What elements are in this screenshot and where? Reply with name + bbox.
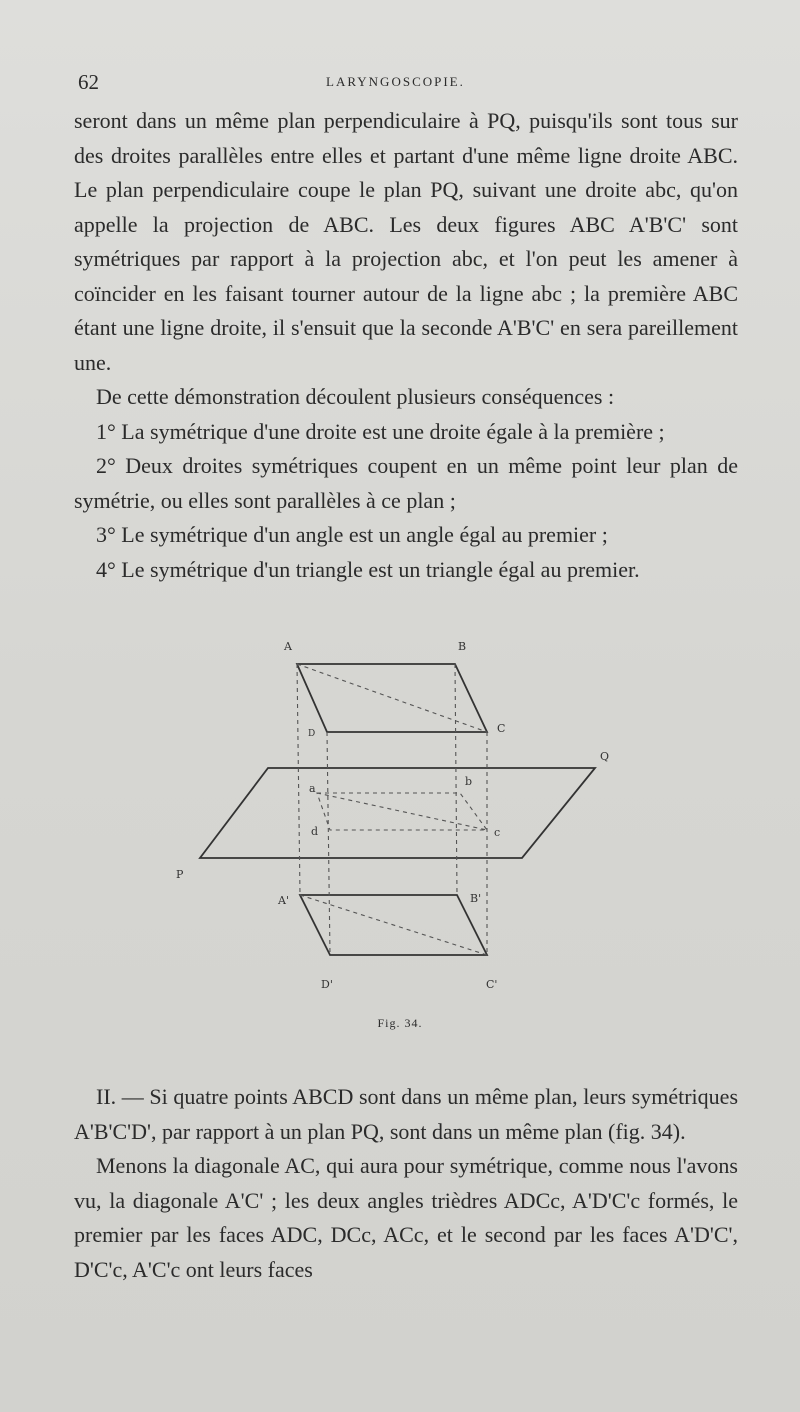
page-number: 62 [78,70,99,94]
label-b-lower: b [465,775,473,788]
label-c-lower: c [494,826,501,839]
paragraph: De cette démonstration découlent plusieurs conséquences : [96,384,615,409]
list-item: 3° Le symétrique d'un angle est un angle égal au premier ; [96,522,608,547]
label-d-upper: D [308,729,316,739]
paragraph: Menons la diagonale AC, qui aura pour symétrique, comme nous l'avons vu, la diagonale A'C' ; les deux angles trièdres ADCc, A'D'C'c formés, le premier par les faces ADC, DCc, ACc, et le second par les faces A'D'C', D'C'c, A'C'c ont leurs faces [74,1153,738,1282]
geometry-figure [0,620,800,1050]
label-a-prime: A' [278,894,289,907]
plane-pq [200,768,595,858]
label-d-lower: d [311,825,319,838]
page-header [78,70,738,100]
top-text-block [74,104,738,587]
bottom-text-block [74,1080,738,1287]
paragraph: seront dans un même plan perpendiculaire à PQ, puisqu'ils sont tous sur des droites parallèles entre elles et partant d'une même ligne droite ABC. Le plan perpendiculaire coupe le plan PQ, suivant une droite abc, qu'on appelle la projection de ABC. Les deux figures ABC A'B'C' sont symétriques par rapport à la projection abc, et l'on peut les amener à coïncider en les faisant tourner autour de la ligne abc ; la première ABC étant une ligne droite, il s'ensuit que la seconde A'B'C' en sera pareillement une. [74,108,738,375]
label-a-upper: A [284,640,292,653]
label-c-prime: C' [486,978,498,991]
figure-caption: Fig. 34. [377,1016,423,1030]
label-c-upper: C [497,722,506,735]
list-item: 1° La symétrique d'une droite est une droite égale à la première ; [96,418,665,444]
label-a-lower: a [309,782,316,795]
list-item: 4° Le symétrique d'un triangle est un triangle égal au premier. [96,556,640,582]
list-item: 2° Deux droites symétriques coupent en un même point leur plan de symétrie, ou elles sont parallèles à ce plan ; [74,453,738,513]
label-d-prime: D' [321,978,333,991]
label-b-upper: B [458,640,467,653]
paragraph: II. — Si quatre points ABCD sont dans un même plan, leurs symétriques A'B'C'D', par rapport à un plan PQ, sont dans un même plan (fig. 34). [74,1084,738,1144]
label-q: Q [600,750,610,763]
label-b-prime: B' [470,892,482,905]
label-p: P [176,868,184,881]
running-head: LARYNGOSCOPIE. [326,74,465,89]
